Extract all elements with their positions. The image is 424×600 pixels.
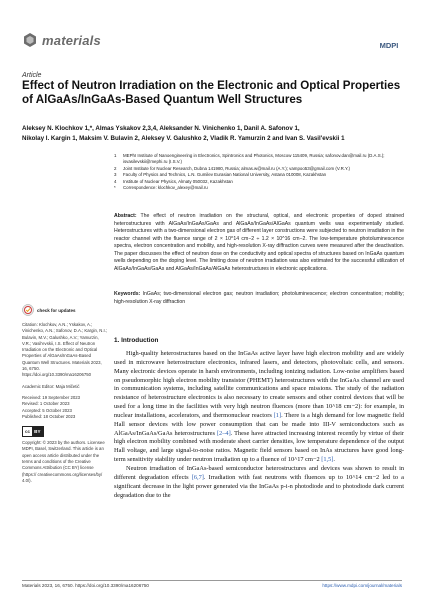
revised-date: Revised: 1 October 2023 <box>22 401 70 407</box>
article-type: Article <box>22 72 42 79</box>
keywords-text: InGaAs; two-dimensional electron gas; neutron irradiation; photoluminescence; electron concentration; mobility; high-resolution X-ray diffraction <box>114 291 404 305</box>
cc-license-badge[interactable] <box>22 426 44 437</box>
abstract-text: The effect of neutron irradiation on the structural, optical, and electronic properties of doped strained heterostructures with AlGaAs/InGaAs/GaAs and AlGaAs/InGaAs/AlGaAs quantum wells was experimentally studied. Heterostructures with a two-dimensional electron gas of different layer constructions were subjected to neutron irradiation in the reactor channel with the fluence range of 2 × 10^14 cm−2 ÷ 1.2 × 10^16 cm−2. The low-temperature photoluminescence spectra, electron concentration and mobility, and high-resolution X-ray diffraction curves were measured after the deactivation. The paper discusses the effect of neutron dose on the conductivity and optical spectra of structures based on InGaAs quantum wells depending on the doping level. The limiting dose of neutron irradiation was also estimated for the successful utilization of AlGaAs/InGaAs/GaAs and AlGaAs/InGaAs/AlGaAs heterostructures in electronic applications. <box>114 213 404 272</box>
citation-link[interactable]: [1,5] <box>321 456 334 464</box>
page-footer <box>22 580 402 588</box>
accepted-date: Accepted: 5 October 2023 <box>22 407 72 413</box>
journal-name: materials <box>42 32 101 48</box>
citation-link[interactable]: [1] <box>273 411 282 419</box>
affiliation: 1 MEPhI Institute of Nanoengineering in Electronics, Spintronics and Photonics, Moscow 115409, Russia; safonov.dan@mail.ru (D.A.S.); isvasilevskii@mephi.ru (I.S.V.) <box>114 153 385 165</box>
affiliation: 2 Joint Institute for Nuclear Research, Dubna 141980, Russia; almas.w@mail.ru (A.Y.); vampoo53@gmail.com (V.R.Y.) <box>114 165 350 171</box>
check-updates-icon <box>22 304 34 316</box>
citation-link[interactable]: [2–4] <box>216 429 231 437</box>
affiliations <box>114 153 404 191</box>
mdpi-logo-text: MDPI <box>379 41 399 50</box>
abstract-label: Abstract: <box>114 213 137 219</box>
section-heading: 1. Introduction <box>114 337 159 344</box>
affiliation: 4 Institute of Nuclear Physics, Almaty 050032, Kazakhstan <box>114 178 233 184</box>
abstract <box>114 213 404 273</box>
body-text <box>114 350 404 500</box>
mdpi-logo-icon <box>376 36 402 54</box>
journal-logo <box>22 32 101 48</box>
keywords <box>114 291 404 306</box>
journal-logo-icon <box>22 32 38 48</box>
received-date: Received: 19 September 2023 <box>22 394 81 400</box>
author-line: Aleksey N. Klochkov 1,*, Almas Yskakov 2,3,4, Aleksander N. Vinichenko 1, Danil A. Safonov 1, <box>22 125 300 132</box>
sidebar <box>22 304 108 484</box>
correspondence: * Correspondence: klochkov_alexey@mail.ru <box>114 185 208 191</box>
affiliation: 3 Faculty of Physics and Technics, L.N. Gumilev Eurasian National University, Astana 010008, Kazakhstan <box>114 172 327 178</box>
citation-link[interactable]: [6,7] <box>191 473 204 481</box>
paragraph: High-quality heterostructures based on the InGaAs active layer have high electron mobility and are widely used in microwave heterostructure electronics, infrared lasers, and detectors, photovoltaic cells, and sensors. Many electronic devices operate in harsh environments, including ionizing radiation. Low-noise amplifiers based on pseudomorphic high electron mobility transistor (PHEMT) heterostructures with the InGaAs channel are used in communication systems, including satellite communications and space missions. The study of the radiation resistance of heterostructure electronics is also necessary to create sensors and other control devices that will be used for a long time in the facilities with very high neutron fluences (more than 10^18 cm−2): for example, in nuclear installations, accelerators, and thermonuclear reactors [1]. There is a high demand for low magnetic field Hall sensor devices with low power consumption that can be made into III-V semiconductors such as AlGaAs/InGaAs/GaAs heterostructures [2–4]. These have attracted increasing interest recently by virtue of their high electron mobility combined with moderate sheet carrier densities, low temperature dependence of the output Hall voltage, and large signal-to-noise ratios. Magnetic field sensors based on InAs structures have good long-term sensitivity stability under neutron irradiation up to a fluence of 10^17 cm−2 [1,5]. <box>114 350 405 464</box>
footer-citation[interactable]: Materials 2023, 16, 6750. https://doi.org/10.3390/ma16206750 <box>22 583 149 588</box>
paragraph: Neutron irradiation of InGaAs-based semiconductor heterostructures and devices was shown to result in different degradation effects [6,7]. Irradiation with fast neutrons with fluences up to 10^14 cm−2 led to a significant decrease in the light power generated via the InGaAs p-i-n photodiode and to photodiode dark current degradation due to the <box>114 464 404 499</box>
check-updates-button[interactable] <box>22 304 108 316</box>
author-line: Nikolay I. Kargin 1, Maksim V. Bulavin 2, Aleksey V. Galushko 2, Vladik R. Yamurzin 2 and Ivan S. Vasil'evskii 1 <box>22 134 345 142</box>
check-updates-label: check for updates <box>37 307 76 313</box>
cc-icon: cc <box>25 428 31 434</box>
author-list <box>22 124 402 143</box>
paper-title: Effect of Neutron Irradiation on the Electronic and Optical Properties of AlGaAs/InGaAs-Based Quantum Well Structures <box>22 79 401 106</box>
mdpi-logo <box>376 36 402 59</box>
journal-header <box>22 32 402 58</box>
citation: Citation: Klochkov, A.N.; Yskakov, A.; Vinichenko, A.N.; Safonov, D.A.; Kargin, N.I.; Bulavin, M.V.; Galushko, A.V.; Yamurzin, V.R.; Vasil'evskii, I.S. Effect of Neutron Irradiation on the Electronic and Optical Properties of AlGaAs/InGaAs-Based Quantum Well Structures. Materials 2023, 16, 6750. https://doi.org/10.3390/ma16206750 <box>22 322 108 378</box>
by-icon: BY <box>32 427 42 436</box>
published-date: Published: 18 October 2023 <box>22 413 76 419</box>
journal-link[interactable]: https://www.mdpi.com/journal/materials <box>322 583 402 588</box>
keywords-label: Keywords: <box>114 291 141 297</box>
academic-editor: Academic Editor: Maja Mičetić <box>22 383 80 389</box>
copyright: Copyright: © 2023 by the authors. Licensee MDPI, Basel, Switzerland. This article is an open access article distributed under the terms and conditions of the Creative Commons Attribution (CC BY) license (https:// creativecommons.org/licenses/by/ 4.0/). <box>22 440 105 483</box>
